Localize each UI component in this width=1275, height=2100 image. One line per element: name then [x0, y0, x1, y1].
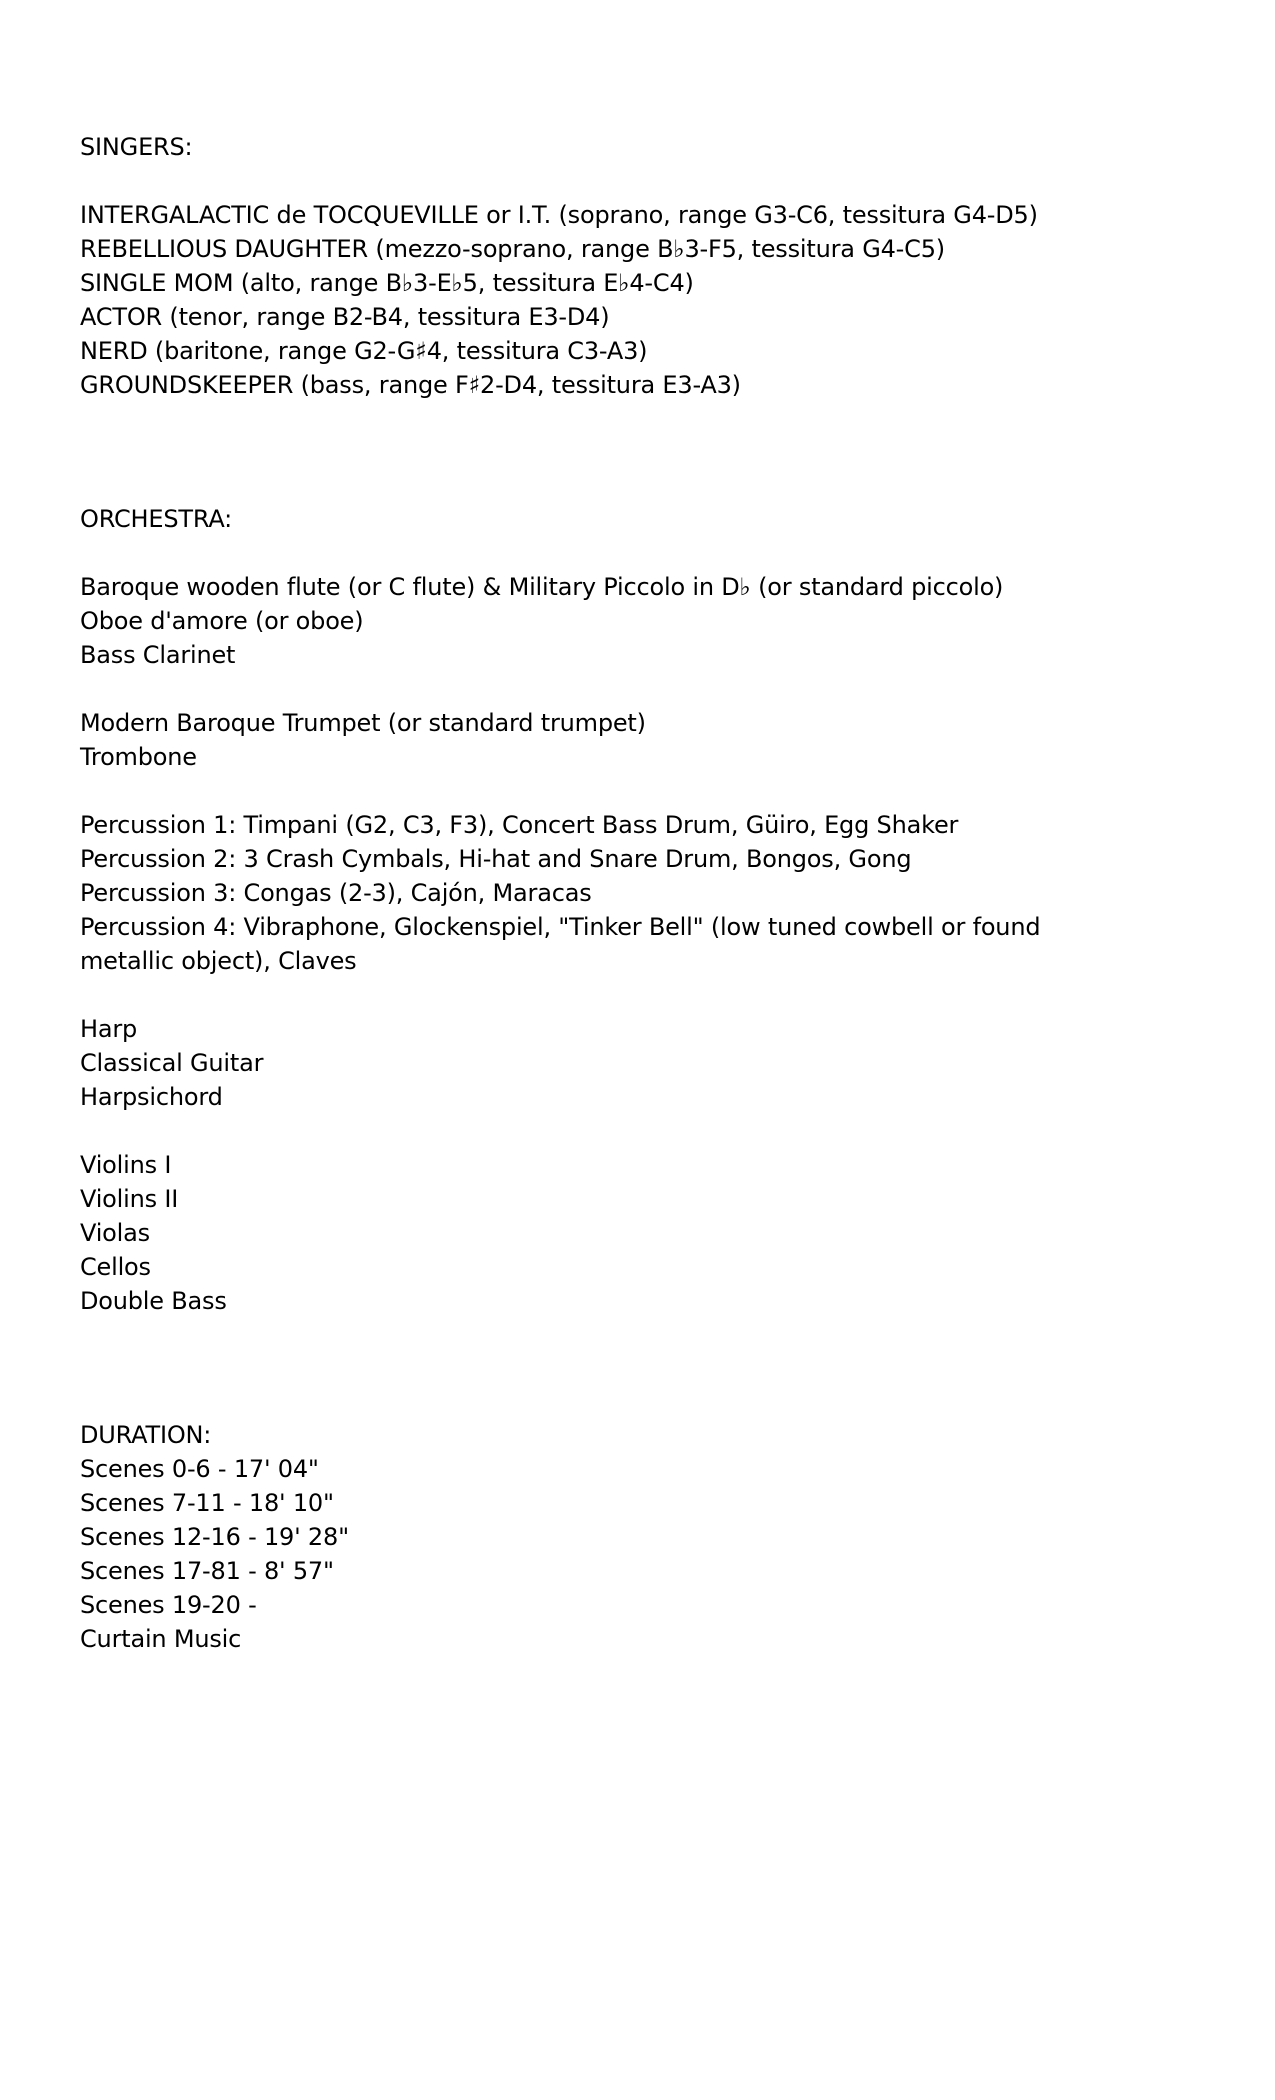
singer-role: INTERGALACTIC de TOCQUEVILLE or I.T. (soprano, range G3-C6, tessitura G4-D5)	[80, 201, 1038, 229]
instrument-line: Violas	[80, 1219, 150, 1247]
brass-list	[80, 706, 1210, 774]
duration-line: Scenes 12-16 - 19' 28"	[80, 1523, 349, 1551]
orchestra-heading: ORCHESTRA:	[80, 505, 233, 533]
percussion-line: Percussion 3: Congas (2-3), Cajón, Maracas	[80, 879, 592, 907]
duration-list	[80, 1452, 1210, 1656]
instrument-line: Harpsichord	[80, 1083, 223, 1111]
singers-list	[80, 198, 1210, 402]
instrument-line: Trombone	[80, 743, 197, 771]
instrument-line: Baroque wooden flute (or C flute) & Military Piccolo in D♭ (or standard piccolo)	[80, 573, 1004, 601]
instrument-line: Double Bass	[80, 1287, 227, 1315]
percussion-line: Percussion 4: Vibraphone, Glockenspiel, "Tinker Bell" (low tuned cowbell or found metallic object), Claves	[80, 913, 1041, 975]
instrument-line: Harp	[80, 1015, 138, 1043]
singers-heading: SINGERS:	[80, 133, 193, 161]
singer-role: SINGLE MOM (alto, range B♭3-E♭5, tessitura E♭4-C4)	[80, 269, 694, 297]
duration-line: Scenes 0-6 - 17' 04"	[80, 1455, 319, 1483]
singer-role: REBELLIOUS DAUGHTER (mezzo-soprano, range B♭3-F5, tessitura G4-C5)	[80, 235, 945, 263]
duration-heading: DURATION:	[80, 1421, 212, 1449]
instrument-line: Modern Baroque Trumpet (or standard trumpet)	[80, 709, 646, 737]
instrument-line: Cellos	[80, 1253, 151, 1281]
singer-role: NERD (baritone, range G2-G♯4, tessitura C3-A3)	[80, 337, 648, 365]
instrument-line: Violins I	[80, 1151, 172, 1179]
duration-line: Scenes 17-81 - 8' 57"	[80, 1557, 334, 1585]
plucked-list	[80, 1012, 1210, 1114]
singer-role: ACTOR (tenor, range B2-B4, tessitura E3-D4)	[80, 303, 610, 331]
document-page	[80, 130, 1210, 1656]
instrument-line: Violins II	[80, 1185, 179, 1213]
duration-line: Scenes 7-11 - 18' 10"	[80, 1489, 334, 1517]
duration-line: Scenes 19-20 -	[80, 1591, 257, 1619]
instrument-line: Oboe d'amore (or oboe)	[80, 607, 364, 635]
percussion-list	[80, 808, 1210, 978]
instrument-line: Classical Guitar	[80, 1049, 264, 1077]
woodwinds-list	[80, 570, 1210, 672]
strings-list	[80, 1148, 1210, 1318]
instrument-line: Bass Clarinet	[80, 641, 236, 669]
percussion-line: Percussion 1: Timpani (G2, C3, F3), Concert Bass Drum, Güiro, Egg Shaker	[80, 811, 959, 839]
duration-line: Curtain Music	[80, 1625, 242, 1653]
percussion-line: Percussion 2: 3 Crash Cymbals, Hi-hat and Snare Drum, Bongos, Gong	[80, 845, 912, 873]
singer-role: GROUNDSKEEPER (bass, range F♯2-D4, tessitura E3-A3)	[80, 371, 741, 399]
